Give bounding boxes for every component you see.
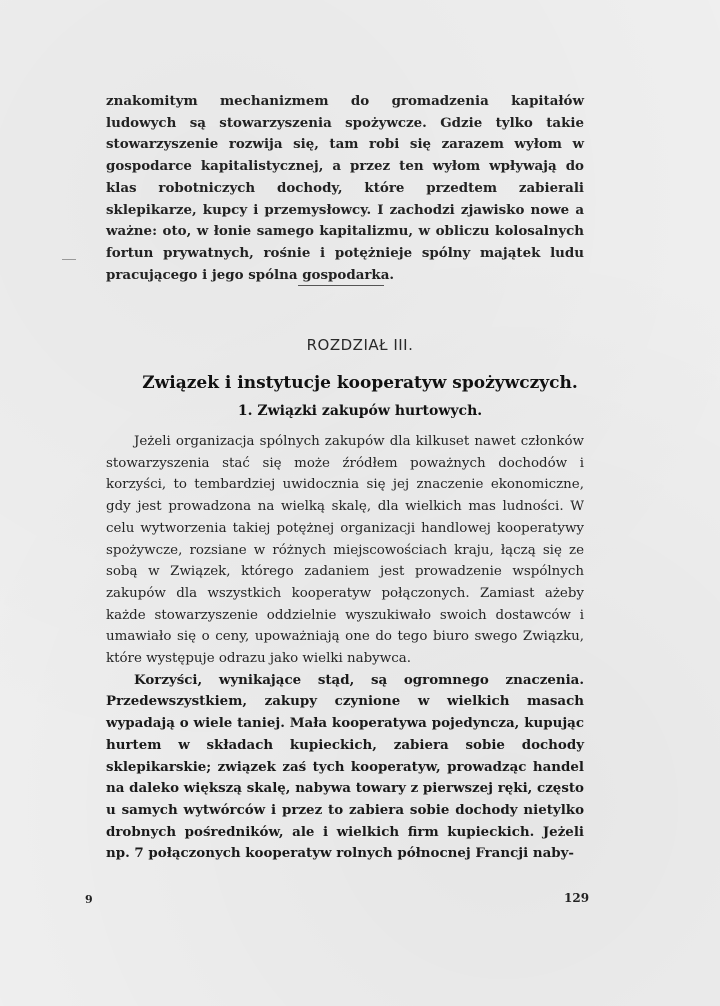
margin-mark [62, 259, 76, 260]
body-text [106, 431, 584, 865]
section-divider [298, 285, 384, 286]
continued-paragraph [106, 91, 584, 286]
paragraph-1: Jeżeli organizacja spólnych zakupów dla kilkuset nawet członków stowarzyszenia stać się może źródłem poważnych dochodów i korzyści, to tembardziej uwidocznia się jej znaczenie ekonomiczne, gdy jest prowadzona na wielką skalę, dla wielkich mas ludności. W celu wytworzenia takiej potężnej organizacji handlowej kooperatywy spożywcze, rozsiane w różnych miejscowościach kraju, łączą się ze sobą w Związek, którego zadaniem jest prowadzenie wspólnych zakupów dla wszystkich kooperatyw połączonych. Zamiast ażeby każde stowarzyszenie oddzielnie wyszukiwało swoich dostawców i umawiało się o ceny, upoważniają one do tego biuro swego Związku, które występuje odrazu jako wielki nabywca. [106, 434, 584, 667]
paragraph-2: Korzyści, wynikające stąd, są ogromnego znaczenia. Przedewszystkiem, zakupy czynione w wielkich masach wypadają o wiele taniej. Mała kooperatywa pojedyncza, kupując hurtem w składach kupieckich, zabiera sobie dochody sklepikarskie; związek zaś tych kooperatyw, prowadząc handel na daleko większą skalę, nabywa towary z pierwszej ręki, często u samych wytwórców i przez to zabiera sobie dochody nietylko drobnych pośredników, ale i wielkich firm kupieckich. Jeżeli np. 7 połączonych kooperatyw rolnych północnej Francji naby- [106, 671, 584, 862]
section-heading: Związek i instytucje kooperatyw spożywczych. [142, 373, 578, 393]
signature-mark: 9 [85, 893, 93, 906]
page-number: 129 [564, 891, 590, 905]
chapter-label: ROZDZIAŁ III. [306, 336, 414, 354]
subsection-heading: 1. Związki zakupów hurtowych. [237, 403, 483, 419]
paragraph-text: znakomitym mechanizmem do gromadzenia kapitałów ludowych są stowarzyszenia spożywcze. Gdzie tylko takie stowarzyszenie rozwija się, tam robi się zarazem wyłom w gospodarce kapitalistycznej, a przez ten wyłom wpływają do klas robotniczych dochody, które przedtem zabierali sklepikarze, kupcy i przemysłowcy. I zachodzi zjawisko nowe a ważne: oto, w łonie samego kapitalizmu, w obliczu kolosalnych fortun prywatnych, rośnie i potężnieje spólny majątek ludu pracującego i jego spólna gospodarka. [106, 93, 584, 283]
